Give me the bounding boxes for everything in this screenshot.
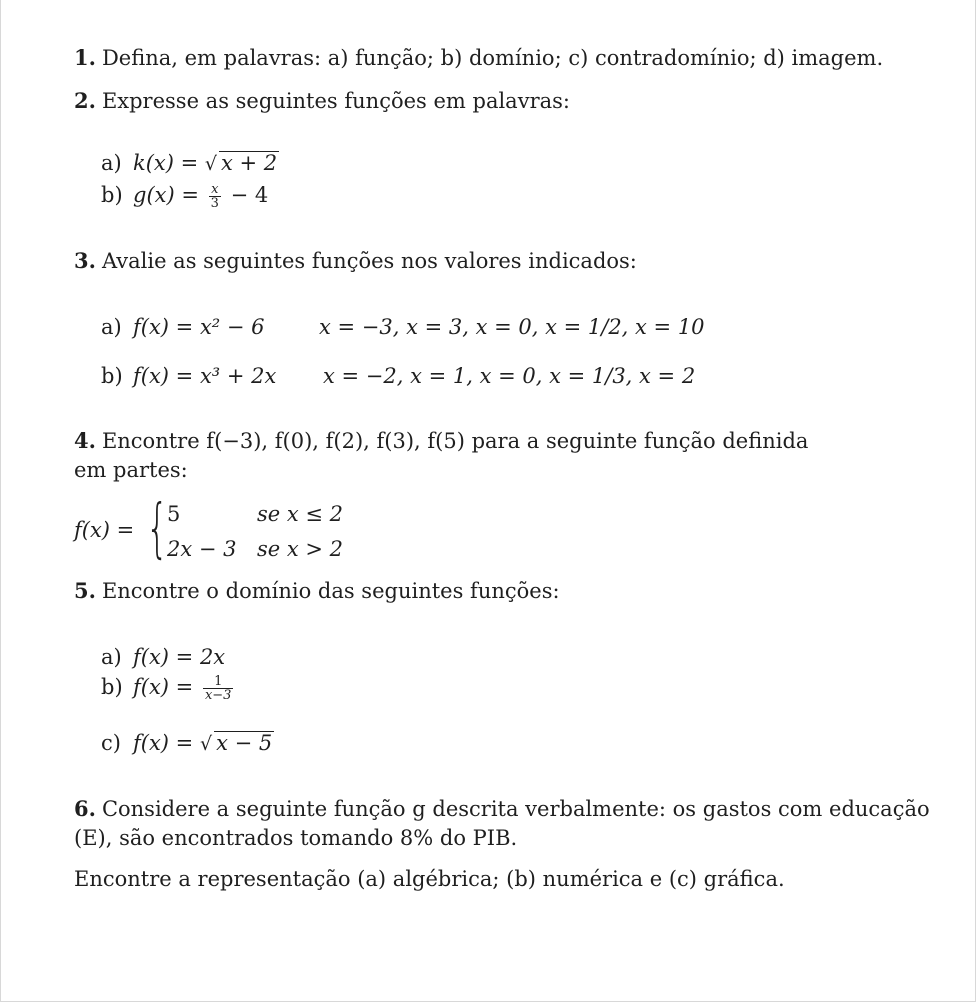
question-5 — [74, 578, 560, 604]
question-2-text: Expresse as seguintes funções em palavras: — [101, 89, 570, 113]
fraction-denominator: 3 — [210, 196, 219, 211]
question-5-text: Encontre o domínio das seguintes funções: — [101, 579, 560, 603]
question-6-line-3: Encontre a representação (a) algébrica; (b) numérica e (c) gráfica. — [74, 867, 785, 891]
question-5-item-b — [101, 674, 236, 702]
question-4-line-2: em partes: — [74, 458, 188, 482]
question-3-text: Avalie as seguintes funções nos valores indicados: — [101, 249, 637, 273]
question-1-number: 1. — [74, 45, 96, 70]
sqrt-symbol: √ — [204, 153, 218, 175]
case-2-condition: se x > 2 — [257, 537, 344, 561]
question-2 — [74, 88, 570, 114]
question-6-number: 6. — [74, 796, 96, 821]
fraction-numerator: x — [209, 183, 221, 197]
function-k: k(x) = — [133, 151, 205, 175]
item-label: c) — [101, 731, 121, 755]
question-2-item-b — [101, 182, 268, 210]
function-f-b: f(x) = x³ + 2x — [133, 364, 277, 388]
fraction — [203, 675, 234, 702]
question-5-number: 5. — [74, 578, 96, 603]
item-label: a) — [101, 645, 122, 669]
function-g-tail: − 4 — [223, 183, 269, 207]
piecewise-lhs: f(x) = — [74, 518, 135, 542]
question-3 — [74, 248, 637, 274]
question-6-line-2: (E), são encontrados tomando 8% do PIB. — [74, 826, 518, 850]
question-6-line-1 — [74, 796, 930, 822]
function-g: g(x) = — [133, 183, 206, 207]
function-f-a: f(x) = x² − 6 — [133, 315, 265, 339]
case-1-condition: se x ≤ 2 — [257, 502, 344, 526]
fraction-denominator: x−3 — [204, 688, 232, 703]
question-1 — [74, 45, 883, 71]
question-1-text: Defina, em palavras: a) função; b) domínio; c) contradomínio; d) imagem. — [101, 46, 884, 70]
question-4-line-1 — [74, 428, 808, 454]
case-1-expression: 5 — [167, 502, 181, 526]
fraction — [209, 183, 221, 210]
values-a: x = −3, x = 3, x = 0, x = 1/2, x = 10 — [319, 315, 705, 339]
values-b: x = −2, x = 1, x = 0, x = 1/3, x = 2 — [323, 364, 696, 388]
left-brace: { — [146, 492, 169, 566]
question-5-item-a — [101, 644, 225, 670]
radicand: x + 2 — [221, 151, 278, 175]
item-label: b) — [101, 183, 123, 207]
function-f-5a: f(x) = 2x — [133, 645, 226, 669]
radicand: x − 5 — [216, 731, 273, 755]
item-label: b) — [101, 675, 123, 699]
sqrt-symbol: √ — [199, 733, 213, 755]
function-f-5c: f(x) = — [133, 731, 200, 755]
question-3-item-a — [101, 314, 705, 340]
case-2-expression: 2x − 3 — [167, 537, 237, 561]
question-2-item-a — [101, 150, 279, 177]
function-f-5b: f(x) = — [133, 675, 200, 699]
fraction-numerator: 1 — [203, 675, 234, 689]
question-5-item-c — [101, 730, 274, 757]
question-3-item-b — [101, 363, 695, 389]
item-label: a) — [101, 151, 122, 175]
question-3-number: 3. — [74, 248, 96, 273]
item-label: a) — [101, 315, 122, 339]
question-4-text: Encontre f(−3), f(0), f(2), f(3), f(5) para a seguinte função definida — [101, 429, 809, 453]
question-4-number: 4. — [74, 428, 96, 453]
question-2-number: 2. — [74, 88, 96, 113]
question-6-text: Considere a seguinte função g descrita verbalmente: os gastos com educação — [101, 797, 930, 821]
item-label: b) — [101, 364, 123, 388]
